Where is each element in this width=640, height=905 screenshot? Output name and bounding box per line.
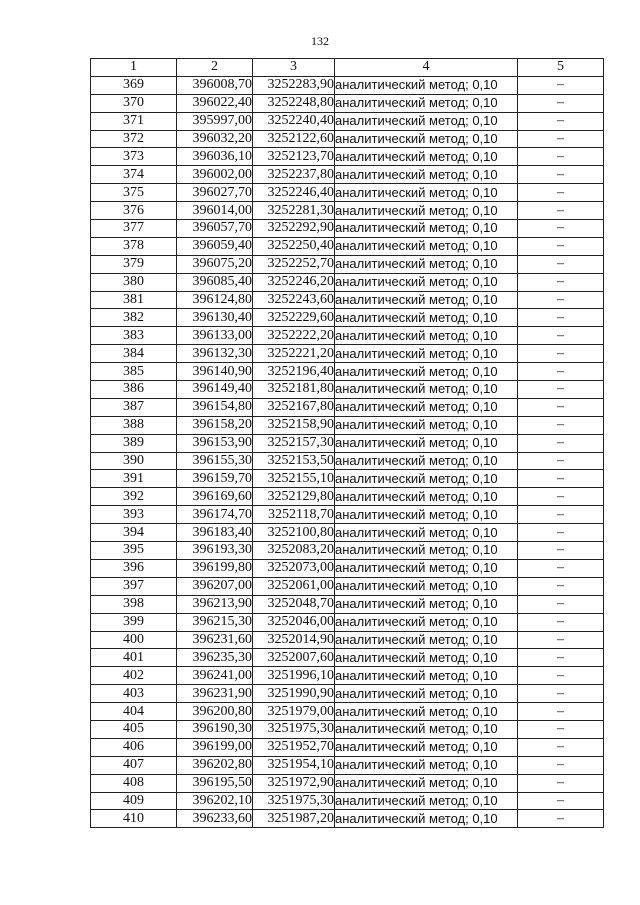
- cell-note: –: [518, 398, 604, 416]
- cell-note: –: [518, 738, 604, 756]
- cell-y-coordinate: 3252283,90: [253, 76, 335, 94]
- cell-note: –: [518, 220, 604, 238]
- cell-y-coordinate: 3251979,00: [253, 703, 335, 721]
- cell-note: –: [518, 613, 604, 631]
- cell-method: аналитический метод; 0,10: [335, 112, 518, 130]
- cell-y-coordinate: 3251990,90: [253, 685, 335, 703]
- cell-method: аналитический метод; 0,10: [335, 273, 518, 291]
- cell-x-coordinate: 396132,30: [177, 345, 253, 363]
- cell-y-coordinate: 3252048,70: [253, 595, 335, 613]
- cell-point-number: 407: [91, 756, 177, 774]
- cell-method: аналитический метод; 0,10: [335, 416, 518, 434]
- cell-note: –: [518, 130, 604, 148]
- cell-method: аналитический метод; 0,10: [335, 220, 518, 238]
- cell-method: аналитический метод; 0,10: [335, 291, 518, 309]
- cell-x-coordinate: 396124,80: [177, 291, 253, 309]
- cell-y-coordinate: 3252292,90: [253, 220, 335, 238]
- cell-note: –: [518, 792, 604, 810]
- cell-method: аналитический метод; 0,10: [335, 667, 518, 685]
- cell-note: –: [518, 720, 604, 738]
- table-row: [91, 345, 604, 363]
- cell-y-coordinate: 3252246,20: [253, 273, 335, 291]
- cell-y-coordinate: 3252046,00: [253, 613, 335, 631]
- cell-note: –: [518, 381, 604, 399]
- table-row: [91, 559, 604, 577]
- cell-point-number: 393: [91, 506, 177, 524]
- cell-method: аналитический метод; 0,10: [335, 184, 518, 202]
- table-row: [91, 738, 604, 756]
- cell-point-number: 403: [91, 685, 177, 703]
- cell-x-coordinate: 396158,20: [177, 416, 253, 434]
- table-row: [91, 631, 604, 649]
- cell-note: –: [518, 237, 604, 255]
- cell-point-number: 384: [91, 345, 177, 363]
- table-row: [91, 470, 604, 488]
- cell-y-coordinate: 3252007,60: [253, 649, 335, 667]
- cell-method: аналитический метод; 0,10: [335, 756, 518, 774]
- cell-point-number: 398: [91, 595, 177, 613]
- cell-note: –: [518, 184, 604, 202]
- table-row: [91, 595, 604, 613]
- cell-point-number: 383: [91, 327, 177, 345]
- cell-note: –: [518, 470, 604, 488]
- cell-note: –: [518, 577, 604, 595]
- table-row: [91, 255, 604, 273]
- cell-x-coordinate: 396155,30: [177, 452, 253, 470]
- cell-method: аналитический метод; 0,10: [335, 631, 518, 649]
- cell-note: –: [518, 452, 604, 470]
- cell-method: аналитический метод; 0,10: [335, 488, 518, 506]
- table-row: [91, 416, 604, 434]
- table-header-row: [91, 59, 604, 77]
- cell-y-coordinate: 3251996,10: [253, 667, 335, 685]
- cell-method: аналитический метод; 0,10: [335, 470, 518, 488]
- table-row: [91, 363, 604, 381]
- cell-method: аналитический метод; 0,10: [335, 148, 518, 166]
- table-row: [91, 309, 604, 327]
- cell-note: –: [518, 255, 604, 273]
- cell-x-coordinate: 396014,00: [177, 202, 253, 220]
- coordinates-table: [90, 58, 604, 828]
- cell-x-coordinate: 396190,30: [177, 720, 253, 738]
- cell-x-coordinate: 396199,80: [177, 559, 253, 577]
- cell-y-coordinate: 3252181,80: [253, 381, 335, 399]
- cell-y-coordinate: 3252158,90: [253, 416, 335, 434]
- cell-x-coordinate: 396140,90: [177, 363, 253, 381]
- cell-method: аналитический метод; 0,10: [335, 738, 518, 756]
- cell-y-coordinate: 3252240,40: [253, 112, 335, 130]
- cell-point-number: 378: [91, 237, 177, 255]
- column-header-note: 5: [518, 59, 604, 77]
- cell-y-coordinate: 3252167,80: [253, 398, 335, 416]
- table-row: [91, 76, 604, 94]
- cell-note: –: [518, 202, 604, 220]
- table-row: [91, 291, 604, 309]
- cell-x-coordinate: 396193,30: [177, 542, 253, 560]
- cell-x-coordinate: 396235,30: [177, 649, 253, 667]
- cell-point-number: 382: [91, 309, 177, 327]
- cell-y-coordinate: 3251972,90: [253, 774, 335, 792]
- cell-point-number: 369: [91, 76, 177, 94]
- cell-x-coordinate: 396057,70: [177, 220, 253, 238]
- table-body: [91, 76, 604, 827]
- cell-point-number: 379: [91, 255, 177, 273]
- cell-x-coordinate: 396130,40: [177, 309, 253, 327]
- cell-point-number: 401: [91, 649, 177, 667]
- cell-method: аналитический метод; 0,10: [335, 166, 518, 184]
- table-row: [91, 577, 604, 595]
- cell-y-coordinate: 3252153,50: [253, 452, 335, 470]
- cell-note: –: [518, 416, 604, 434]
- cell-method: аналитический метод; 0,10: [335, 613, 518, 631]
- cell-note: –: [518, 595, 604, 613]
- cell-x-coordinate: 396174,70: [177, 506, 253, 524]
- cell-y-coordinate: 3252014,90: [253, 631, 335, 649]
- cell-point-number: 375: [91, 184, 177, 202]
- cell-method: аналитический метод; 0,10: [335, 130, 518, 148]
- cell-note: –: [518, 667, 604, 685]
- cell-method: аналитический метод; 0,10: [335, 94, 518, 112]
- cell-note: –: [518, 76, 604, 94]
- table-row: [91, 434, 604, 452]
- cell-y-coordinate: 3252129,80: [253, 488, 335, 506]
- cell-x-coordinate: 396233,60: [177, 810, 253, 828]
- table-row: [91, 184, 604, 202]
- cell-point-number: 402: [91, 667, 177, 685]
- cell-note: –: [518, 166, 604, 184]
- cell-point-number: 386: [91, 381, 177, 399]
- cell-method: аналитический метод; 0,10: [335, 810, 518, 828]
- column-header-x: 2: [177, 59, 253, 77]
- table-row: [91, 685, 604, 703]
- cell-y-coordinate: 3252157,30: [253, 434, 335, 452]
- cell-x-coordinate: 396002,00: [177, 166, 253, 184]
- cell-point-number: 371: [91, 112, 177, 130]
- cell-method: аналитический метод; 0,10: [335, 685, 518, 703]
- cell-y-coordinate: 3252118,70: [253, 506, 335, 524]
- cell-method: аналитический метод; 0,10: [335, 542, 518, 560]
- cell-x-coordinate: 395997,00: [177, 112, 253, 130]
- cell-method: аналитический метод; 0,10: [335, 327, 518, 345]
- cell-point-number: 390: [91, 452, 177, 470]
- cell-note: –: [518, 363, 604, 381]
- cell-point-number: 376: [91, 202, 177, 220]
- table-row: [91, 774, 604, 792]
- cell-y-coordinate: 3252196,40: [253, 363, 335, 381]
- cell-x-coordinate: 396231,90: [177, 685, 253, 703]
- cell-method: аналитический метод; 0,10: [335, 202, 518, 220]
- cell-method: аналитический метод; 0,10: [335, 559, 518, 577]
- table-row: [91, 452, 604, 470]
- cell-note: –: [518, 434, 604, 452]
- cell-note: –: [518, 703, 604, 721]
- cell-point-number: 408: [91, 774, 177, 792]
- table-row: [91, 237, 604, 255]
- cell-point-number: 372: [91, 130, 177, 148]
- cell-point-number: 409: [91, 792, 177, 810]
- cell-point-number: 392: [91, 488, 177, 506]
- cell-note: –: [518, 649, 604, 667]
- cell-y-coordinate: 3252061,00: [253, 577, 335, 595]
- cell-note: –: [518, 327, 604, 345]
- column-header-method: 4: [335, 59, 518, 77]
- table-row: [91, 148, 604, 166]
- cell-note: –: [518, 488, 604, 506]
- table-row: [91, 202, 604, 220]
- cell-y-coordinate: 3252221,20: [253, 345, 335, 363]
- table-row: [91, 130, 604, 148]
- cell-x-coordinate: 396154,80: [177, 398, 253, 416]
- table-row: [91, 488, 604, 506]
- cell-x-coordinate: 396183,40: [177, 524, 253, 542]
- cell-point-number: 395: [91, 542, 177, 560]
- cell-point-number: 385: [91, 363, 177, 381]
- table-row: [91, 506, 604, 524]
- cell-point-number: 396: [91, 559, 177, 577]
- page-number: 132: [311, 34, 329, 48]
- cell-x-coordinate: 396202,80: [177, 756, 253, 774]
- cell-x-coordinate: 396169,60: [177, 488, 253, 506]
- cell-x-coordinate: 396075,20: [177, 255, 253, 273]
- cell-note: –: [518, 524, 604, 542]
- cell-note: –: [518, 774, 604, 792]
- cell-method: аналитический метод; 0,10: [335, 792, 518, 810]
- cell-point-number: 389: [91, 434, 177, 452]
- cell-x-coordinate: 396149,40: [177, 381, 253, 399]
- cell-point-number: 387: [91, 398, 177, 416]
- cell-method: аналитический метод; 0,10: [335, 649, 518, 667]
- cell-point-number: 391: [91, 470, 177, 488]
- cell-y-coordinate: 3252281,30: [253, 202, 335, 220]
- cell-x-coordinate: 396059,40: [177, 237, 253, 255]
- cell-y-coordinate: 3252243,60: [253, 291, 335, 309]
- cell-y-coordinate: 3252122,60: [253, 130, 335, 148]
- cell-method: аналитический метод; 0,10: [335, 381, 518, 399]
- table-row: [91, 720, 604, 738]
- table-row: [91, 542, 604, 560]
- cell-note: –: [518, 542, 604, 560]
- cell-point-number: 388: [91, 416, 177, 434]
- cell-x-coordinate: 396195,50: [177, 774, 253, 792]
- cell-point-number: 397: [91, 577, 177, 595]
- cell-y-coordinate: 3252083,20: [253, 542, 335, 560]
- cell-y-coordinate: 3251954,10: [253, 756, 335, 774]
- cell-method: аналитический метод; 0,10: [335, 237, 518, 255]
- cell-note: –: [518, 291, 604, 309]
- cell-method: аналитический метод; 0,10: [335, 577, 518, 595]
- cell-y-coordinate: 3252073,00: [253, 559, 335, 577]
- cell-x-coordinate: 396231,60: [177, 631, 253, 649]
- table-row: [91, 273, 604, 291]
- cell-method: аналитический метод; 0,10: [335, 595, 518, 613]
- cell-y-coordinate: 3252222,20: [253, 327, 335, 345]
- cell-x-coordinate: 396213,90: [177, 595, 253, 613]
- cell-point-number: 404: [91, 703, 177, 721]
- cell-y-coordinate: 3251975,30: [253, 720, 335, 738]
- cell-note: –: [518, 94, 604, 112]
- cell-note: –: [518, 810, 604, 828]
- cell-point-number: 400: [91, 631, 177, 649]
- cell-x-coordinate: 396085,40: [177, 273, 253, 291]
- cell-x-coordinate: 396159,70: [177, 470, 253, 488]
- table-row: [91, 613, 604, 631]
- table-row: [91, 94, 604, 112]
- cell-y-coordinate: 3252250,40: [253, 237, 335, 255]
- cell-x-coordinate: 396200,80: [177, 703, 253, 721]
- cell-x-coordinate: 396241,00: [177, 667, 253, 685]
- cell-method: аналитический метод; 0,10: [335, 720, 518, 738]
- cell-y-coordinate: 3251975,30: [253, 792, 335, 810]
- cell-x-coordinate: 396022,40: [177, 94, 253, 112]
- cell-x-coordinate: 396036,10: [177, 148, 253, 166]
- cell-x-coordinate: 396215,30: [177, 613, 253, 631]
- cell-y-coordinate: 3252100,80: [253, 524, 335, 542]
- cell-point-number: 370: [91, 94, 177, 112]
- table-row: [91, 327, 604, 345]
- table-row: [91, 756, 604, 774]
- cell-point-number: 405: [91, 720, 177, 738]
- cell-y-coordinate: 3252155,10: [253, 470, 335, 488]
- cell-x-coordinate: 396199,00: [177, 738, 253, 756]
- cell-x-coordinate: 396032,20: [177, 130, 253, 148]
- cell-method: аналитический метод; 0,10: [335, 76, 518, 94]
- cell-x-coordinate: 396133,00: [177, 327, 253, 345]
- column-header-y: 3: [253, 59, 335, 77]
- cell-note: –: [518, 273, 604, 291]
- cell-method: аналитический метод; 0,10: [335, 363, 518, 381]
- cell-x-coordinate: 396008,70: [177, 76, 253, 94]
- cell-method: аналитический метод; 0,10: [335, 774, 518, 792]
- cell-method: аналитический метод; 0,10: [335, 309, 518, 327]
- cell-method: аналитический метод; 0,10: [335, 345, 518, 363]
- table-row: [91, 667, 604, 685]
- cell-point-number: 373: [91, 148, 177, 166]
- cell-y-coordinate: 3252237,80: [253, 166, 335, 184]
- table-row: [91, 792, 604, 810]
- cell-note: –: [518, 756, 604, 774]
- cell-method: аналитический метод; 0,10: [335, 255, 518, 273]
- cell-x-coordinate: 396027,70: [177, 184, 253, 202]
- cell-y-coordinate: 3252246,40: [253, 184, 335, 202]
- cell-y-coordinate: 3251952,70: [253, 738, 335, 756]
- cell-point-number: 399: [91, 613, 177, 631]
- cell-method: аналитический метод; 0,10: [335, 506, 518, 524]
- cell-method: аналитический метод; 0,10: [335, 524, 518, 542]
- cell-method: аналитический метод; 0,10: [335, 452, 518, 470]
- cell-x-coordinate: 396202,10: [177, 792, 253, 810]
- cell-y-coordinate: 3252123,70: [253, 148, 335, 166]
- cell-method: аналитический метод; 0,10: [335, 703, 518, 721]
- cell-point-number: 374: [91, 166, 177, 184]
- cell-y-coordinate: 3252252,70: [253, 255, 335, 273]
- cell-note: –: [518, 559, 604, 577]
- table-row: [91, 524, 604, 542]
- cell-y-coordinate: 3252248,80: [253, 94, 335, 112]
- cell-note: –: [518, 631, 604, 649]
- cell-note: –: [518, 345, 604, 363]
- cell-note: –: [518, 685, 604, 703]
- cell-x-coordinate: 396207,00: [177, 577, 253, 595]
- table-row: [91, 166, 604, 184]
- cell-y-coordinate: 3251987,20: [253, 810, 335, 828]
- cell-point-number: 394: [91, 524, 177, 542]
- table-row: [91, 112, 604, 130]
- cell-point-number: 380: [91, 273, 177, 291]
- cell-note: –: [518, 112, 604, 130]
- cell-point-number: 410: [91, 810, 177, 828]
- table-row: [91, 649, 604, 667]
- cell-method: аналитический метод; 0,10: [335, 398, 518, 416]
- cell-method: аналитический метод; 0,10: [335, 434, 518, 452]
- table-row: [91, 810, 604, 828]
- cell-x-coordinate: 396153,90: [177, 434, 253, 452]
- column-header-point-number: 1: [91, 59, 177, 77]
- cell-y-coordinate: 3252229,60: [253, 309, 335, 327]
- cell-point-number: 377: [91, 220, 177, 238]
- table-row: [91, 703, 604, 721]
- table-row: [91, 398, 604, 416]
- cell-point-number: 406: [91, 738, 177, 756]
- cell-note: –: [518, 148, 604, 166]
- cell-note: –: [518, 506, 604, 524]
- table-row: [91, 381, 604, 399]
- table-row: [91, 220, 604, 238]
- cell-point-number: 381: [91, 291, 177, 309]
- cell-note: –: [518, 309, 604, 327]
